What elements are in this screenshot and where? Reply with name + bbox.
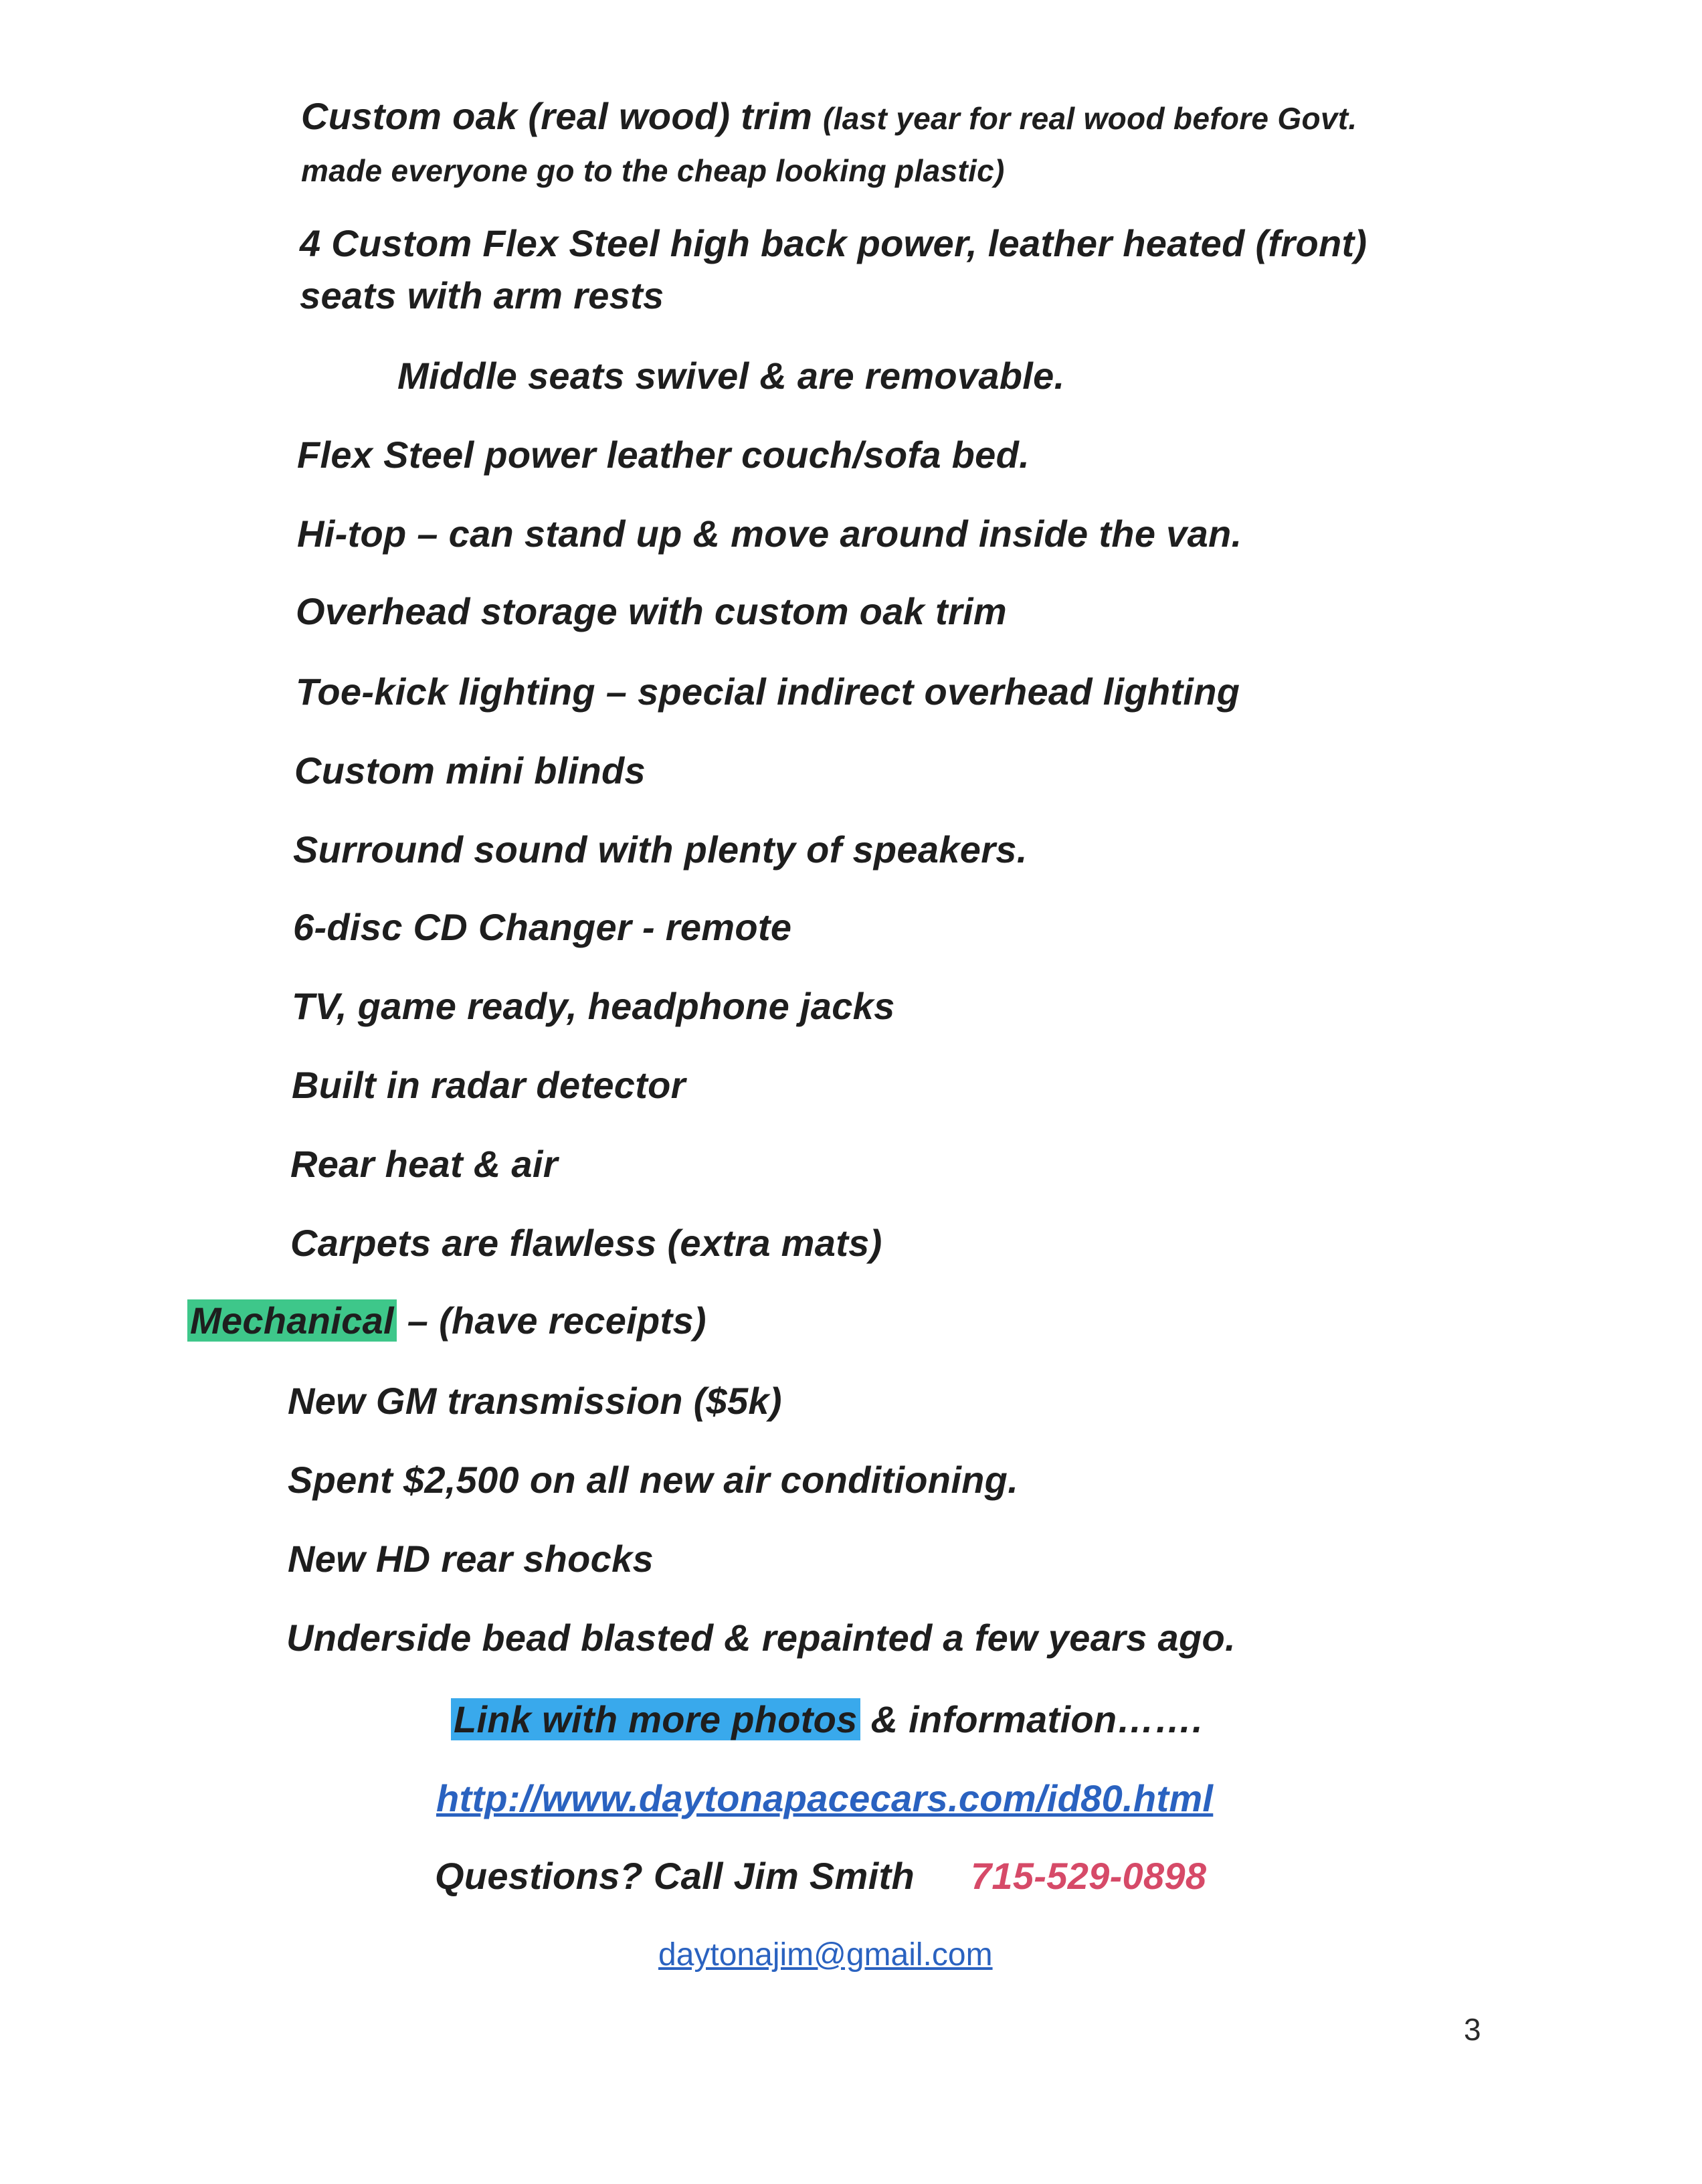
mechanical-heading-line	[187, 1298, 706, 1343]
mechanical-item-underside: Underside bead blasted & repainted a few years ago.	[286, 1617, 1236, 1659]
website-url-link[interactable]: http://www.daytonapacecars.com/id80.html	[436, 1777, 1214, 1819]
mechanical-item-transmission: New GM transmission ($5k)	[288, 1380, 782, 1422]
feature-line-tv: TV, game ready, headphone jacks	[292, 985, 895, 1027]
feature-line-couch: Flex Steel power leather couch/sofa bed.	[297, 434, 1030, 476]
feature-main-text: Custom oak (real wood) trim	[301, 95, 813, 137]
feature-line-oak-trim-cont: made everyone go to the cheap looking plastic)	[301, 153, 1005, 188]
photos-link-highlight[interactable]: Link with more photos	[451, 1698, 860, 1740]
feature-line-toe-kick: Toe-kick lighting – special indirect overhead lighting	[296, 670, 1240, 713]
feature-line-middle-seats: Middle seats swivel & are removable.	[397, 355, 1065, 397]
feature-line-oak-trim	[301, 94, 1357, 139]
feature-line-surround-sound: Surround sound with plenty of speakers.	[293, 828, 1028, 871]
photos-link-rest: & information…….	[860, 1698, 1203, 1740]
feature-note-text: (last year for real wood before Govt.	[823, 101, 1357, 136]
mechanical-item-rear-shocks: New HD rear shocks	[288, 1538, 654, 1580]
feature-line-rear-heat: Rear heat & air	[290, 1143, 558, 1185]
page-number: 3	[1464, 2012, 1481, 2047]
feature-line-cd-changer: 6-disc CD Changer - remote	[293, 906, 792, 948]
contact-question: Questions? Call Jim Smith	[435, 1855, 915, 1897]
feature-line-mini-blinds: Custom mini blinds	[294, 749, 646, 792]
feature-line-seats: 4 Custom Flex Steel high back power, leather heated (front)	[300, 222, 1367, 264]
contact-phone[interactable]: 715-529-0898	[970, 1855, 1207, 1897]
feature-line-seats-cont: seats with arm rests	[300, 274, 664, 316]
email-link[interactable]: daytonajim@gmail.com	[658, 1937, 993, 1973]
feature-line-overhead-storage: Overhead storage with custom oak trim	[296, 590, 1007, 632]
mechanical-heading-suffix: – (have receipts)	[396, 1299, 706, 1342]
mechanical-item-air-conditioning: Spent $2,500 on all new air conditioning.	[288, 1459, 1019, 1501]
photos-link-line	[451, 1697, 1203, 1742]
contact-line	[435, 1853, 1206, 1898]
feature-line-hi-top: Hi-top – can stand up & move around inside the van.	[297, 513, 1242, 555]
feature-line-carpets: Carpets are flawless (extra mats)	[290, 1222, 882, 1264]
mechanical-heading-highlight: Mechanical	[187, 1299, 397, 1342]
feature-line-radar: Built in radar detector	[292, 1064, 686, 1106]
